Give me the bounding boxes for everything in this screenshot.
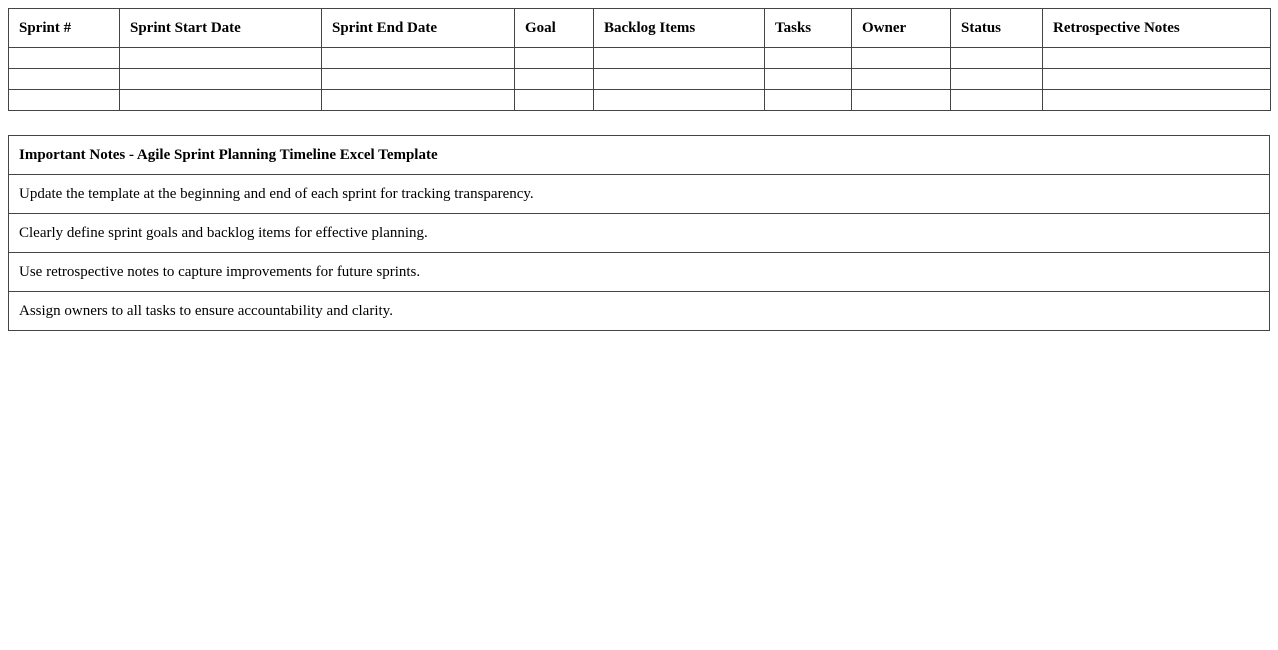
table-header-row: [9, 9, 1271, 48]
table-row: [9, 69, 1271, 90]
table-cell[interactable]: [322, 69, 515, 90]
table-cell[interactable]: [765, 69, 852, 90]
column-header-status[interactable]: Status: [951, 9, 1043, 48]
table-cell[interactable]: [120, 90, 322, 111]
table-cell[interactable]: [594, 48, 765, 69]
table-cell[interactable]: [1043, 69, 1271, 90]
table-cell[interactable]: [515, 69, 594, 90]
note-item: Use retrospective notes to capture improvements for future sprints.: [9, 253, 1270, 292]
table-cell[interactable]: [594, 69, 765, 90]
column-header-tasks[interactable]: Tasks: [765, 9, 852, 48]
column-header-owner[interactable]: Owner: [852, 9, 951, 48]
table-cell[interactable]: [9, 48, 120, 69]
table-cell[interactable]: [1043, 48, 1271, 69]
table-cell[interactable]: [765, 48, 852, 69]
table-cell[interactable]: [852, 90, 951, 111]
sprint-planning-table: [8, 8, 1271, 111]
table-cell[interactable]: [951, 69, 1043, 90]
column-header-sprint-number[interactable]: Sprint #: [9, 9, 120, 48]
notes-title: Important Notes - Agile Sprint Planning Timeline Excel Template: [9, 136, 1270, 175]
column-header-goal[interactable]: Goal: [515, 9, 594, 48]
note-row: [9, 253, 1270, 292]
note-item: Assign owners to all tasks to ensure accountability and clarity.: [9, 292, 1270, 331]
table-cell[interactable]: [120, 48, 322, 69]
important-notes-table: [8, 135, 1270, 331]
table-cell[interactable]: [515, 90, 594, 111]
note-row: [9, 175, 1270, 214]
column-header-sprint-end-date[interactable]: Sprint End Date: [322, 9, 515, 48]
table-cell[interactable]: [852, 48, 951, 69]
table-cell[interactable]: [765, 90, 852, 111]
table-cell[interactable]: [1043, 90, 1271, 111]
column-header-sprint-start-date[interactable]: Sprint Start Date: [120, 9, 322, 48]
table-cell[interactable]: [322, 48, 515, 69]
table-cell[interactable]: [9, 69, 120, 90]
note-row: [9, 292, 1270, 331]
table-cell[interactable]: [9, 90, 120, 111]
table-cell[interactable]: [515, 48, 594, 69]
table-cell[interactable]: [594, 90, 765, 111]
table-cell[interactable]: [951, 90, 1043, 111]
notes-title-row: [9, 136, 1270, 175]
column-header-backlog-items[interactable]: Backlog Items: [594, 9, 765, 48]
table-row: [9, 48, 1271, 69]
table-row: [9, 90, 1271, 111]
table-cell[interactable]: [120, 69, 322, 90]
note-item: Clearly define sprint goals and backlog items for effective planning.: [9, 214, 1270, 253]
table-cell[interactable]: [951, 48, 1043, 69]
note-row: [9, 214, 1270, 253]
table-cell[interactable]: [322, 90, 515, 111]
table-cell[interactable]: [852, 69, 951, 90]
note-item: Update the template at the beginning and end of each sprint for tracking transparency.: [9, 175, 1270, 214]
column-header-retrospective-notes[interactable]: Retrospective Notes: [1043, 9, 1271, 48]
